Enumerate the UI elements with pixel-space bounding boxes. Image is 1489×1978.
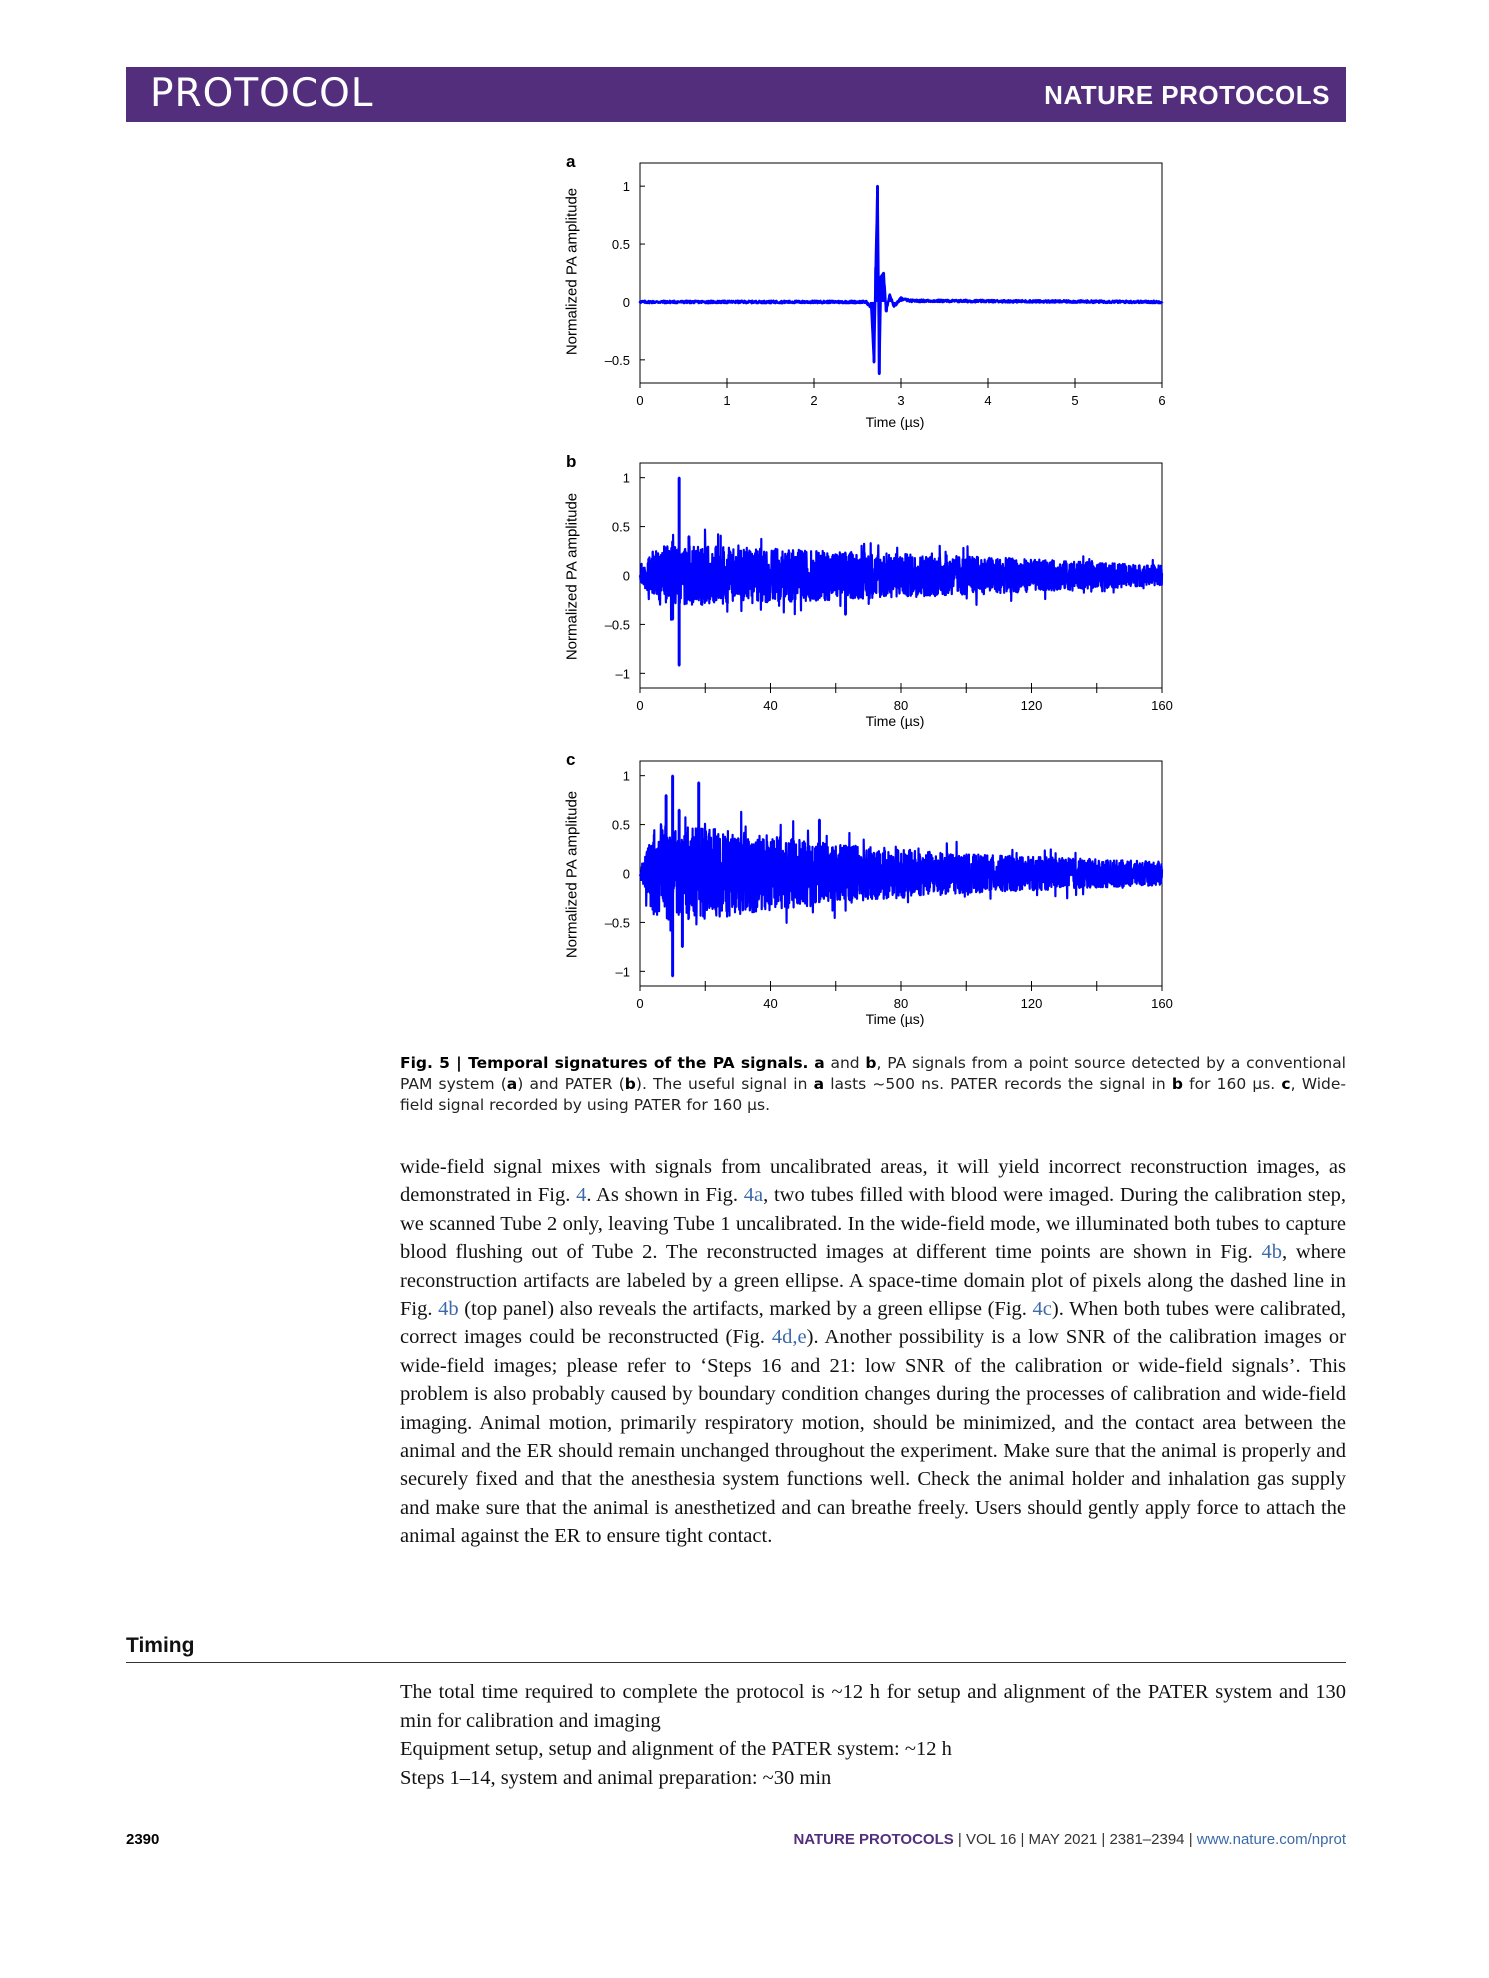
caption-ref: a xyxy=(814,1054,825,1072)
footer-citation xyxy=(793,1831,1346,1848)
panel-label-c: c xyxy=(566,750,576,769)
x-tick-label: 3 xyxy=(897,393,905,408)
footer-separator: | xyxy=(1016,1831,1029,1848)
section-divider xyxy=(126,1662,1346,1663)
y-tick-label: 0 xyxy=(622,866,630,882)
footer-pages: 2381–2394 xyxy=(1109,1831,1185,1848)
caption-text: and xyxy=(824,1054,866,1072)
header-banner xyxy=(126,67,1346,122)
xlabel-a: Time (µs) xyxy=(865,414,925,430)
timing-text xyxy=(400,1678,1346,1792)
caption-text: , Wide-field signal recorded by using PATER for 160 µs. xyxy=(400,1075,1346,1114)
caption-text: for 160 µs. xyxy=(1182,1075,1276,1093)
footer-volume: VOL 16 xyxy=(965,1831,1017,1848)
chart-svg-a xyxy=(560,160,1180,410)
body-text-segment: . As shown in Fig. xyxy=(586,1184,744,1207)
y-tick-label: 0 xyxy=(622,294,630,310)
figure-link[interactable]: 4c xyxy=(1032,1298,1052,1321)
body-text-segment: wide-field signal mixes with signals from uncalibrated areas, it will yield incorrect reconstruction images, as demonstrated in Fig. xyxy=(400,1156,1346,1207)
journal-url-link[interactable]: www.nature.com/nprot xyxy=(1196,1831,1346,1848)
chart-panel-b xyxy=(560,460,1180,715)
caption-text: ). The useful signal in xyxy=(635,1075,814,1093)
footer-journal: NATURE PROTOCOLS xyxy=(793,1831,954,1848)
x-tick-label: 4 xyxy=(984,393,992,408)
y-tick-label: –1 xyxy=(615,964,630,980)
ylabel-b: Normalized PA amplitude xyxy=(563,492,581,661)
caption-title: Fig. 5 | Temporal signatures of the PA signals. xyxy=(400,1054,809,1072)
x-tick-label: 0 xyxy=(636,393,644,408)
caption-ref: b xyxy=(1171,1075,1183,1093)
x-tick-label: 1 xyxy=(723,393,731,408)
x-tick-label: 0 xyxy=(636,698,644,713)
ylabel-c: Normalized PA amplitude xyxy=(563,790,581,959)
signal-line-c xyxy=(640,776,1162,977)
x-tick-label: 0 xyxy=(636,996,644,1011)
caption-text: , PA signals from a point source detected by a conventional PAM system ( xyxy=(400,1054,1346,1093)
body-text-segment: , where reconstruction artifacts are labeled by a green ellipse. A space-time domain plot of pixels along the dashed line in Fig. xyxy=(400,1241,1346,1321)
x-tick-label: 80 xyxy=(893,996,909,1011)
section-heading-timing: Timing xyxy=(126,1634,195,1657)
body-text-segment: ). Another possibility is a low SNR of the calibration images or wide-field images; please refer to ‘Steps 16 and 21: low SNR of the calibration or wide-field signals’. This problem is also probably caused by boundary condition changes during the processes of calibration and wide-field imaging. Animal motion, primarily respiratory motion, should be minimized, and the contact area between the animal and the ER should remain unchanged throughout the experiment. Make sure that the animal is properly and securely fixed and that the anesthesia system functions well. Check the animal holder and inhalation gas supply and make sure that the animal is anesthetized and can breathe freely. Users should gently apply force to attach the animal against the ER to ensure tight contact. xyxy=(400,1326,1346,1548)
signal-line-a xyxy=(640,186,1162,374)
x-tick-label: 160 xyxy=(1151,698,1173,713)
signal-line-b xyxy=(640,478,1162,666)
chart-svg-b xyxy=(560,460,1180,715)
plot-frame xyxy=(640,163,1162,383)
x-tick-label: 2 xyxy=(810,393,818,408)
figure-link[interactable]: 4d,e xyxy=(771,1326,807,1349)
section-label: PROTOCOL xyxy=(150,71,374,116)
figure-link[interactable]: 4b xyxy=(1261,1241,1282,1264)
caption-text: ) and PATER ( xyxy=(517,1075,625,1093)
y-tick-label: –1 xyxy=(615,666,630,682)
y-tick-label: 0.5 xyxy=(611,237,630,253)
x-tick-label: 6 xyxy=(1158,393,1166,408)
x-tick-label: 80 xyxy=(893,698,909,713)
chart-panel-c xyxy=(560,758,1180,1013)
y-tick-label: –0.5 xyxy=(604,617,630,633)
ylabel-a: Normalized PA amplitude xyxy=(563,187,581,356)
body-text-segment: (top panel) also reveals the artifacts, marked by a green ellipse (Fig. xyxy=(458,1298,1033,1321)
caption-ref: c xyxy=(1281,1075,1291,1093)
caption-text: lasts ~500 ns. PATER records the signal in xyxy=(824,1075,1172,1093)
y-tick-label: 1 xyxy=(622,470,630,486)
y-tick-label: –0.5 xyxy=(604,915,630,931)
x-tick-label: 160 xyxy=(1151,996,1173,1011)
x-tick-label: 120 xyxy=(1020,996,1043,1011)
chart-panel-a xyxy=(560,160,1180,410)
panel-label-b: b xyxy=(566,452,577,471)
caption-ref: a xyxy=(813,1075,825,1093)
journal-name: NATURE PROTOCOLS xyxy=(1044,80,1330,110)
timing-line: The total time required to complete the protocol is ~12 h for setup and alignment of the PATER system and 130 min for calibration and imaging xyxy=(400,1681,1346,1732)
panel-label-a: a xyxy=(566,152,576,171)
page-number: 2390 xyxy=(126,1831,160,1848)
figure-link[interactable]: 4a xyxy=(743,1184,764,1207)
caption-ref: b xyxy=(624,1075,636,1093)
x-tick-label: 40 xyxy=(763,698,778,713)
caption-ref: a xyxy=(506,1075,518,1093)
xlabel-c: Time (µs) xyxy=(865,1011,925,1027)
y-tick-label: 0.5 xyxy=(611,519,630,535)
x-tick-label: 5 xyxy=(1071,393,1079,408)
x-tick-label: 120 xyxy=(1020,698,1043,713)
timing-line: Equipment setup, setup and alignment of the PATER system: ~12 h xyxy=(400,1738,952,1760)
xlabel-b: Time (µs) xyxy=(865,713,925,729)
footer-separator: | xyxy=(1097,1831,1110,1848)
y-tick-label: 0 xyxy=(622,568,630,584)
y-tick-label: 1 xyxy=(622,768,630,784)
footer-separator: | xyxy=(953,1831,966,1848)
body-text-segment: , two tubes filled with blood were imaged. During the calibration step, we scanned Tube 2 only, leaving Tube 1 uncalibrated. In the wide-field mode, we illuminated both tubes to capture blood flushing out of Tube 2. The reconstructed images at different time points are shown in Fig. xyxy=(400,1184,1346,1264)
y-tick-label: 1 xyxy=(622,179,630,195)
figure-link[interactable]: 4b xyxy=(438,1298,459,1321)
x-tick-label: 40 xyxy=(763,996,778,1011)
y-tick-label: 0.5 xyxy=(611,817,630,833)
body-text-segment: ). When both tubes were calibrated, correct images could be reconstructed (Fig. xyxy=(400,1298,1346,1349)
timing-line: Steps 1–14, system and animal preparation: ~30 min xyxy=(400,1766,832,1789)
y-tick-label: –0.5 xyxy=(604,352,630,368)
figure-link[interactable]: 4 xyxy=(576,1184,587,1207)
footer-date: MAY 2021 xyxy=(1028,1831,1098,1848)
figure-caption xyxy=(400,1053,1346,1116)
footer-separator: | xyxy=(1184,1831,1197,1848)
chart-svg-c xyxy=(560,758,1180,1013)
body-paragraph xyxy=(400,1153,1346,1551)
caption-ref: b xyxy=(865,1054,877,1072)
